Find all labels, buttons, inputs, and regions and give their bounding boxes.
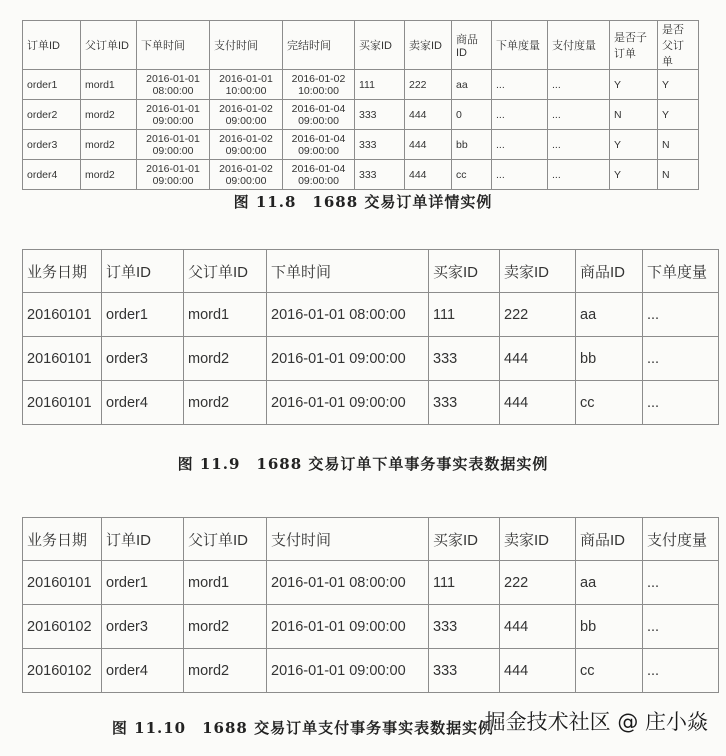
table-cell: aa [452,70,492,100]
table-cell: 2016-01-01 09:00:00 [137,160,210,190]
table-cell: order3 [102,337,184,381]
table-cell: bb [452,130,492,160]
table-cell: 444 [500,381,576,425]
table-cell: 222 [500,561,576,605]
table-cell: 333 [355,100,405,130]
table-cell: ... [548,130,610,160]
table-cell: 444 [500,337,576,381]
table-row [23,381,719,425]
table-cell: mord1 [184,561,267,605]
table-cell: ... [643,605,719,649]
table-cell: mord2 [184,381,267,425]
table-cell: ... [643,561,719,605]
table-cell: mord2 [184,337,267,381]
table-cell: bb [576,337,643,381]
column-header: 下单时间 [267,250,429,293]
table-cell: N [658,130,699,160]
table-cell: cc [576,649,643,693]
table-cell: 2016-01-01 08:00:00 [137,70,210,100]
column-header: 卖家ID [405,21,452,70]
column-header: 下单度量 [643,250,719,293]
table-cell: ... [643,293,719,337]
table-cell: ... [492,70,548,100]
table-cell: order1 [23,70,81,100]
table-cell: 333 [429,605,500,649]
table-row [23,337,719,381]
table-cell: Y [610,130,658,160]
table-cell: aa [576,293,643,337]
table-cell: order4 [23,160,81,190]
table-cell: 444 [405,100,452,130]
table-cell: 2016-01-02 09:00:00 [210,100,283,130]
table-cell: 444 [405,130,452,160]
table-cell: ... [548,160,610,190]
column-header: 卖家ID [500,518,576,561]
column-header: 父订单ID [81,21,137,70]
table-cell: ... [548,70,610,100]
table-cell: 20160102 [23,605,102,649]
table-cell: 2016-01-01 09:00:00 [267,381,429,425]
table-cell: 20160101 [23,337,102,381]
table-cell: order2 [23,100,81,130]
table-cell: 2016-01-02 09:00:00 [210,160,283,190]
column-header: 是否子订单 [610,21,658,70]
table-cell: 333 [355,160,405,190]
table-cell: 2016-01-01 09:00:00 [267,337,429,381]
column-header: 订单ID [23,21,81,70]
column-header: 下单时间 [137,21,210,70]
table-cell: N [610,100,658,130]
table-cell: 2016-01-01 09:00:00 [267,605,429,649]
table-cell: mord1 [184,293,267,337]
table-header-row [23,21,699,70]
column-header: 是否父订单 [658,21,699,70]
table-cell: order3 [23,130,81,160]
payment-fact-table [22,517,719,693]
column-header: 订单ID [102,518,184,561]
table-cell: 2016-01-01 09:00:00 [137,130,210,160]
table-row [23,160,699,190]
column-header: 商品ID [576,250,643,293]
table-cell: 333 [429,381,500,425]
table-cell: order3 [102,605,184,649]
column-header: 父订单ID [184,250,267,293]
column-header: 下单度量 [492,21,548,70]
table-cell: 2016-01-01 09:00:00 [267,649,429,693]
table-row [23,100,699,130]
column-header: 订单ID [102,250,184,293]
table-cell: 444 [500,649,576,693]
table-cell: 111 [355,70,405,100]
table-cell: order4 [102,381,184,425]
table-cell: Y [610,70,658,100]
table-row [23,561,719,605]
table-cell: ... [643,337,719,381]
table-cell: 20160101 [23,381,102,425]
table-cell: order1 [102,561,184,605]
figure-caption: 图 11.9 1688 交易订单下单事务事实表数据实例 [177,455,549,473]
table-cell: aa [576,561,643,605]
table-row [23,649,719,693]
table-cell: ... [492,130,548,160]
column-header: 支付时间 [210,21,283,70]
table-row [23,130,699,160]
table-header-row [23,518,719,561]
table-cell: ... [643,381,719,425]
table-row [23,70,699,100]
column-header: 买家ID [429,518,500,561]
table-cell: ... [548,100,610,130]
watermark: 掘金技术社区 @ 庄小焱 [484,710,708,734]
table-cell: 222 [405,70,452,100]
table-cell: 0 [452,100,492,130]
column-header: 支付度量 [643,518,719,561]
column-header: 业务日期 [23,250,102,293]
order-placement-fact-table [22,249,719,425]
table-cell: 2016-01-02 10:00:00 [283,70,355,100]
column-header: 父订单ID [184,518,267,561]
table-cell: 333 [429,649,500,693]
table-cell: order4 [102,649,184,693]
table-header-row [23,250,719,293]
table-cell: 222 [500,293,576,337]
table-cell: 111 [429,293,500,337]
column-header: 支付时间 [267,518,429,561]
table-cell: 2016-01-04 09:00:00 [283,160,355,190]
table-cell: 2016-01-04 09:00:00 [283,100,355,130]
table-cell: bb [576,605,643,649]
table-cell: 2016-01-01 08:00:00 [267,561,429,605]
column-header: 支付度量 [548,21,610,70]
table-cell: mord1 [81,70,137,100]
figure-caption: 图 11.8 1688 交易订单详情实例 [233,193,493,211]
table-cell: cc [452,160,492,190]
table-cell: ... [643,649,719,693]
table-cell: Y [658,100,699,130]
table-cell: mord2 [81,100,137,130]
table-row [23,293,719,337]
column-header: 完结时间 [283,21,355,70]
table-cell: 444 [405,160,452,190]
table-cell: 2016-01-01 09:00:00 [137,100,210,130]
table-cell: order1 [102,293,184,337]
table-cell: 2016-01-04 09:00:00 [283,130,355,160]
column-header: 商品ID [576,518,643,561]
table-cell: 2016-01-01 08:00:00 [267,293,429,337]
table-cell: N [658,160,699,190]
column-header: 商品ID [452,21,492,70]
table-row [23,605,719,649]
table-cell: 2016-01-01 10:00:00 [210,70,283,100]
table-cell: 20160101 [23,561,102,605]
table-cell: Y [658,70,699,100]
table-cell: 333 [429,337,500,381]
table-cell: mord2 [184,605,267,649]
table-cell: mord2 [184,649,267,693]
column-header: 买家ID [429,250,500,293]
table-cell: Y [610,160,658,190]
table-cell: mord2 [81,130,137,160]
column-header: 卖家ID [500,250,576,293]
table-cell: 20160101 [23,293,102,337]
table-cell: 444 [500,605,576,649]
table-cell: ... [492,100,548,130]
table-cell: 2016-01-02 09:00:00 [210,130,283,160]
table-cell: 111 [429,561,500,605]
column-header: 买家ID [355,21,405,70]
table-cell: mord2 [81,160,137,190]
figure-caption: 图 11.10 1688 交易订单支付事务事实表数据实例 [111,719,495,737]
column-header: 业务日期 [23,518,102,561]
table-cell: cc [576,381,643,425]
order-detail-table [22,20,699,190]
table-cell: 333 [355,130,405,160]
table-cell: 20160102 [23,649,102,693]
table-cell: ... [492,160,548,190]
